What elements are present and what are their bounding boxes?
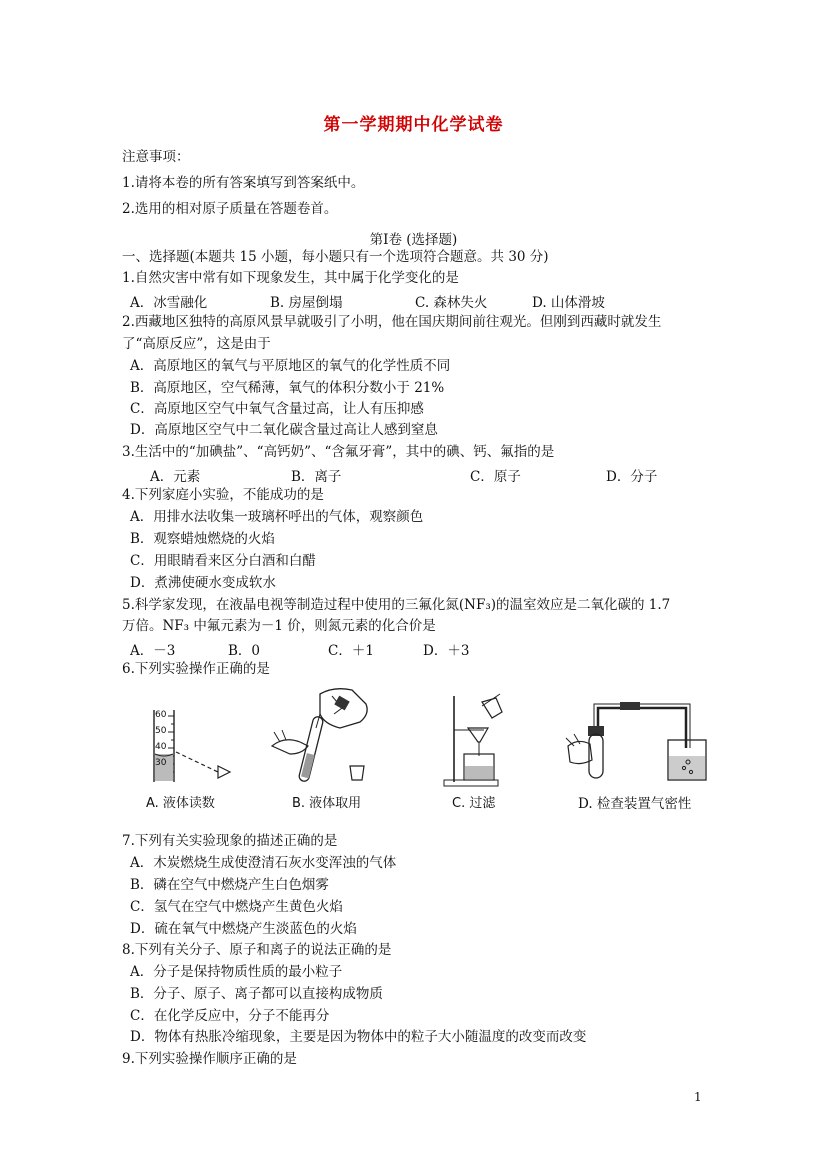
option-d: D．高原地区空气中二氧化碳含量过高让人感到窒息 [130,422,438,438]
option-b: B．磷在空气中燃烧产生白色烟雾 [130,877,329,893]
notice-item: 1.请将本卷的所有答案填写到答案纸中。 [122,175,365,191]
option-d: D．硫在氧气中燃烧产生淡蓝色的火焰 [130,921,357,937]
option-c: C．在化学反应中，分子不能再分 [130,1008,330,1024]
notice-heading: 注意事项： [122,149,190,165]
option-c: C．＋1 [328,643,374,659]
option-a: A．冰雪融化 [130,295,208,311]
question-stem: 1.自然灾害中常有如下现象发生，其中属于化学变化的是 [122,270,459,286]
option-c: C．用眼睛看来区分白酒和白醋 [130,553,316,569]
option-a: A．分子是保持物质性质的最小粒子 [130,964,343,980]
option-c: C．氢气在空气中燃烧产生黄色火焰 [130,899,343,915]
option-c: C. 森林失火 [415,295,488,311]
option-a: A．高原地区的氧气与平原地区的氧气的化学性质不同 [130,358,451,374]
question-stem: 8.下列有关分子、原子和离子的说法正确的是 [122,942,392,958]
exam-title: 第一学期期中化学试卷 [323,115,504,135]
option-b: B．0 [228,643,261,659]
question-stem: 9.下列实验操作顺序正确的是 [122,1051,297,1067]
option-c: C．高原地区空气中氧气含量过高，让人有压抑感 [130,401,424,417]
option-b: B．离子 [291,469,342,485]
scale-tick: 30 [155,758,167,768]
scale-tick: 60 [155,710,167,720]
option-b: B．分子、原子、离子都可以直接构成物质 [130,986,383,1002]
figure-b-liquid-transfer [262,684,392,788]
option-a: A．木炭燃烧生成使澄清石灰水变浑浊的气体 [130,855,397,871]
scale-tick: 40 [155,742,167,752]
question-stem: 万倍。NF₃ 中氟元素为－1 价，则氮元素的化合价是 [122,618,436,634]
figure-label: B. 液体取用 [292,796,362,811]
figure-label: D. 检查装置气密性 [578,796,692,812]
option-a: A．用排水法收集一玻璃杯呼出的气体，观察颜色 [130,509,424,525]
option-b: B. 房屋倒塌 [270,295,343,311]
page-number: 1 [694,1090,702,1104]
question-stem: 4.下列家庭小实验，不能成功的是 [122,487,324,503]
option-d: D．物体有热胀冷缩现象，主要是因为物体中的粒子大小随温度的改变而改变 [130,1029,587,1045]
option-d: D．煮沸使硬水变成软水 [130,575,276,591]
notice-item: 2.选用的相对原子质量在答题卷首。 [122,201,338,217]
figure-label: C. 过滤 [452,796,496,811]
option-a: A．－3 [130,643,176,659]
option-d: D. 山体滑坡 [532,295,605,311]
figure-c-filtration [440,690,520,788]
figure-d-airtightness [560,702,710,788]
question-stem: 7.下列有关实验现象的描述正确的是 [122,833,338,849]
section-instructions: 一、选择题(本题共 15 小题，每小题只有一个选项符合题意。共 30 分) [122,249,549,265]
section-heading: 第Ⅰ卷 (选择题) [369,232,458,248]
question-stem: 5.科学家发现，在液晶电视等制造过程中使用的三氟化氮(NF₃)的温室效应是二氧化碳的 1.7 [122,597,671,613]
option-b: B．高原地区，空气稀薄，氧气的体积分数小于 21% [130,380,445,396]
figure-label: A. 液体读数 [146,796,215,811]
question-stem: 了“高原反应”，这是由于 [122,336,271,352]
option-d: D．＋3 [423,643,470,659]
question-stem: 3.生活中的“加碘盐”、“高钙奶”、“含氟牙膏”，其中的碘、钙、氟指的是 [122,444,555,460]
option-d: D．分子 [606,469,658,485]
question-stem: 2.西藏地区独特的高原风景早就吸引了小明，他在国庆期间前往观光。但刚到西藏时就发生 [122,314,662,330]
option-b: B．观察蜡烛燃烧的火焰 [130,531,275,547]
option-c: C．原子 [470,469,521,485]
question-stem: 6.下列实验操作正确的是 [122,661,270,677]
option-a: A．元素 [150,469,201,485]
scale-tick: 50 [155,726,167,736]
